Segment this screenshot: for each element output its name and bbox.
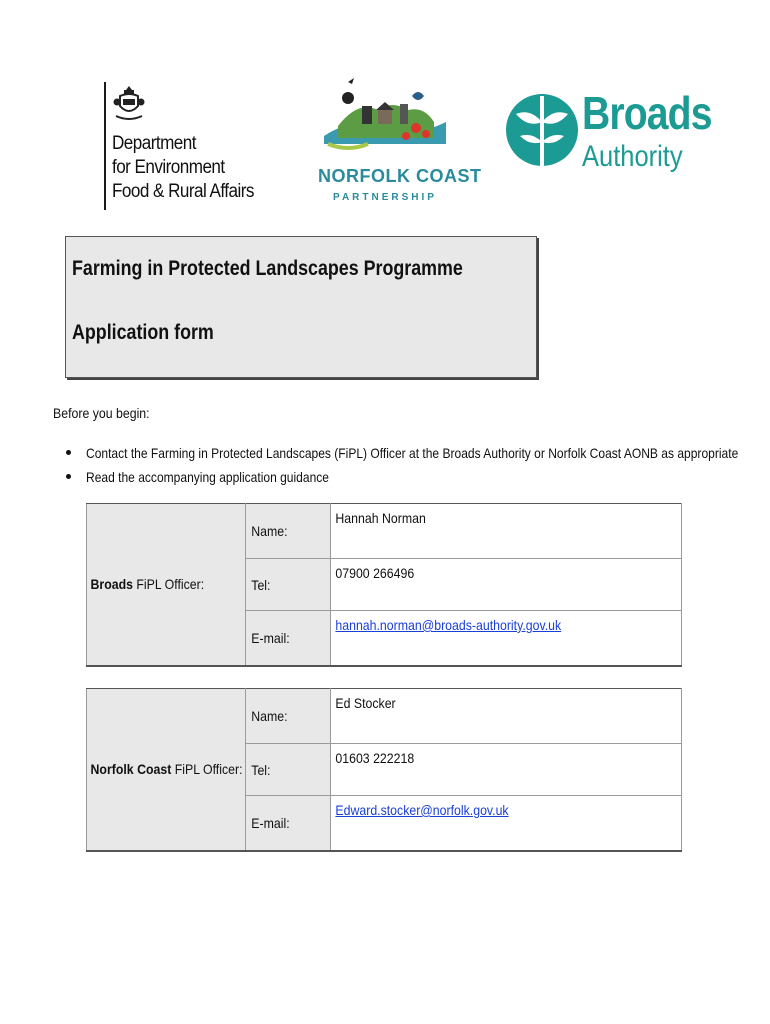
email-value-cell <box>331 611 682 666</box>
officer-name: Ed Stocker <box>335 695 396 711</box>
name-label: Name: <box>251 523 288 539</box>
officer-email-link[interactable]: Edward.stocker@norfolk.gov.uk <box>335 802 509 818</box>
officer-tel: 01603 222218 <box>335 750 415 766</box>
form-title: Application form <box>72 321 214 344</box>
bullet-icon <box>66 474 71 479</box>
defra-logo-text <box>112 132 254 204</box>
broads-brand-text: Broads <box>582 87 712 139</box>
name-value-cell <box>331 689 682 744</box>
bullet-text: Read the accompanying application guidance <box>86 469 329 485</box>
email-label-cell <box>246 796 331 851</box>
table-row <box>87 689 682 744</box>
officer-role-cell <box>87 689 246 851</box>
norfolk-coast-officer-table <box>86 688 682 852</box>
defra-line-3: Food & Rural Affairs <box>112 181 254 202</box>
officer-role-cell <box>87 504 246 666</box>
defra-logo-bar <box>104 82 106 210</box>
tel-label: Tel: <box>251 761 271 778</box>
royal-crest-icon <box>112 84 146 122</box>
logo-header <box>0 76 770 216</box>
broads-authority-logo <box>506 78 712 198</box>
officer-tel: 07900 266496 <box>335 565 415 581</box>
tel-value-cell <box>331 744 682 796</box>
tel-value-cell <box>331 559 682 611</box>
email-label: E-mail: <box>251 814 290 831</box>
email-label-cell <box>246 611 331 666</box>
intro-heading: Before you begin: <box>53 405 150 421</box>
tel-label: Tel: <box>251 576 271 593</box>
officer-name: Hannah Norman <box>335 510 426 526</box>
name-label-cell <box>246 689 331 744</box>
officer-email-link[interactable]: hannah.norman@broads-authority.gov.uk <box>335 617 562 633</box>
bullet-icon <box>66 450 71 455</box>
broads-authority-text: Authority <box>582 140 683 173</box>
defra-line-2: for Environment <box>112 157 225 178</box>
name-value-cell <box>331 504 682 559</box>
officer-role-bold: Norfolk Coast <box>90 761 172 778</box>
tel-label-cell <box>246 559 331 611</box>
officer-role-rest: FiPL Officer: <box>132 576 205 593</box>
norfolk-coast-title: NORFOLK COAST <box>318 166 482 186</box>
defra-logo <box>104 82 264 212</box>
officer-role-bold: Broads <box>90 576 133 593</box>
norfolk-coast-subtitle: PARTNERSHIP <box>333 192 437 203</box>
norfolk-coast-logo <box>318 76 482 216</box>
email-label: E-mail: <box>251 629 290 646</box>
table-row <box>87 504 682 559</box>
name-label-cell <box>246 504 331 559</box>
bullet-text: Contact the Farming in Protected Landscapes (FiPL) Officer at the Broads Authority or Norfolk Coast AONB as appropriate <box>86 445 739 461</box>
defra-line-1: Department <box>112 133 196 154</box>
broads-officer-table <box>86 503 682 667</box>
tel-label-cell <box>246 744 331 796</box>
email-value-cell <box>331 796 682 851</box>
dragonfly-icon <box>506 78 580 198</box>
name-label: Name: <box>251 708 288 724</box>
form-title-box <box>65 236 537 378</box>
norfolk-coast-landscape-icon <box>318 76 452 162</box>
officer-role-rest: FiPL Officer: <box>171 761 243 778</box>
programme-title: Farming in Protected Landscapes Programme <box>72 257 463 280</box>
